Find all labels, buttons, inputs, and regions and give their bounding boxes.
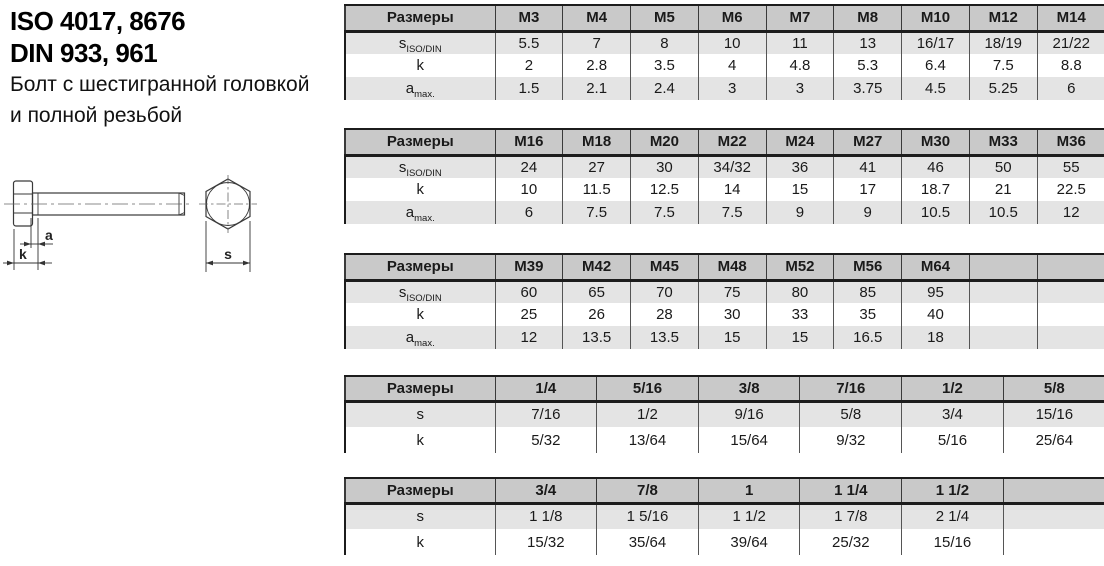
dimension-row-k xyxy=(345,303,1104,326)
row-label-cell xyxy=(345,77,495,100)
product-description-line2: и полной резьбой xyxy=(10,103,183,127)
dimension-symbol: a xyxy=(405,329,415,346)
row-label-cell xyxy=(345,54,495,77)
size-header-cell: M64 xyxy=(902,254,970,280)
dimension-row-s xyxy=(345,503,1104,529)
value-cell: 2.4 xyxy=(631,77,699,100)
dimension-symbol-subscript: max. xyxy=(414,213,435,224)
value-cell: 5.25 xyxy=(969,77,1037,100)
dimension-label-a: a xyxy=(45,227,53,243)
value-cell: 10.5 xyxy=(902,201,970,224)
value-cell xyxy=(1037,326,1104,349)
value-cell: 40 xyxy=(902,303,970,326)
dimension-label-s: s xyxy=(224,246,232,262)
dimension-symbol: s xyxy=(416,406,424,424)
value-cell xyxy=(1037,280,1104,303)
value-cell: 3 xyxy=(766,77,834,100)
value-cell: 6 xyxy=(1037,77,1104,100)
value-cell: 3.5 xyxy=(631,54,699,77)
value-cell: 1 1/8 xyxy=(495,503,597,529)
size-header-cell: M16 xyxy=(495,129,563,155)
dimension-symbol: k xyxy=(416,181,424,198)
table-header-row xyxy=(345,478,1104,503)
value-cell: 4.8 xyxy=(766,54,834,77)
value-cell: 18/19 xyxy=(969,31,1037,54)
value-cell: 95 xyxy=(902,280,970,303)
value-cell: 10 xyxy=(698,31,766,54)
table-header-row xyxy=(345,376,1104,401)
dimension-label-k: k xyxy=(19,246,27,262)
size-header-cell: M12 xyxy=(969,5,1037,31)
value-cell: 4 xyxy=(698,54,766,77)
value-cell: 1/2 xyxy=(597,401,699,427)
iso-standard-title: ISO 4017, 8676 xyxy=(10,6,186,36)
value-cell: 12 xyxy=(1037,201,1104,224)
size-header-cell: 1/4 xyxy=(495,376,597,401)
bolt-side-view xyxy=(14,181,185,226)
value-cell: 9 xyxy=(834,201,902,224)
size-header-cell: 1 1/4 xyxy=(800,478,902,503)
dimension-row-a xyxy=(345,326,1104,349)
value-cell: 15/64 xyxy=(698,427,800,453)
size-header-cell: M20 xyxy=(631,129,699,155)
dimension-symbol-subscript: max. xyxy=(414,338,435,349)
sizes-header-cell: Размеры xyxy=(345,5,495,31)
size-header-cell: M7 xyxy=(766,5,834,31)
value-cell: 1 7/8 xyxy=(800,503,902,529)
dimension-symbol: s xyxy=(398,158,407,176)
value-cell: 25/64 xyxy=(1003,427,1104,453)
value-cell: 7.5 xyxy=(969,54,1037,77)
size-header-cell xyxy=(969,254,1037,280)
value-cell xyxy=(1037,303,1104,326)
dimension-symbol: k xyxy=(416,431,424,449)
value-cell: 10 xyxy=(495,178,563,201)
size-header-cell: 3/4 xyxy=(495,478,597,503)
row-label-cell xyxy=(345,401,495,427)
dimension-row-k xyxy=(345,529,1104,555)
value-cell: 7.5 xyxy=(698,201,766,224)
dimension-row-a xyxy=(345,77,1104,100)
value-cell: 18.7 xyxy=(902,178,970,201)
dimension-row-s xyxy=(345,31,1104,54)
value-cell: 18 xyxy=(902,326,970,349)
value-cell: 2 xyxy=(495,54,563,77)
value-cell: 15 xyxy=(766,326,834,349)
size-header-cell: M27 xyxy=(834,129,902,155)
value-cell: 5.3 xyxy=(834,54,902,77)
value-cell: 4.5 xyxy=(902,77,970,100)
dimension-row-k xyxy=(345,54,1104,77)
row-label-cell xyxy=(345,303,495,326)
value-cell: 2.8 xyxy=(563,54,631,77)
size-header-cell: M3 xyxy=(495,5,563,31)
value-cell xyxy=(1003,529,1104,555)
value-cell: 15 xyxy=(698,326,766,349)
value-cell: 28 xyxy=(631,303,699,326)
size-header-cell: 5/16 xyxy=(597,376,699,401)
value-cell: 9/16 xyxy=(698,401,800,427)
size-header-cell: 7/16 xyxy=(800,376,902,401)
row-label-cell xyxy=(345,529,495,555)
dimension-symbol: s xyxy=(398,283,407,301)
value-cell: 7.5 xyxy=(631,201,699,224)
value-cell: 75 xyxy=(698,280,766,303)
size-header-cell: M5 xyxy=(631,5,699,31)
value-cell: 25 xyxy=(495,303,563,326)
value-cell: 2.1 xyxy=(563,77,631,100)
size-header-cell: M8 xyxy=(834,5,902,31)
row-label-cell xyxy=(345,326,495,349)
size-header-cell: M36 xyxy=(1037,129,1104,155)
value-cell: 3.75 xyxy=(834,77,902,100)
value-cell: 3 xyxy=(698,77,766,100)
value-cell: 1.5 xyxy=(495,77,563,100)
size-header-cell: M48 xyxy=(698,254,766,280)
dimension-symbol-subscript: ISO/DIN xyxy=(406,43,442,54)
row-label-cell xyxy=(345,280,495,303)
value-cell: 26 xyxy=(563,303,631,326)
size-header-cell: M39 xyxy=(495,254,563,280)
value-cell: 35/64 xyxy=(597,529,699,555)
value-cell: 30 xyxy=(631,155,699,178)
value-cell: 80 xyxy=(766,280,834,303)
sizes-header-cell: Размеры xyxy=(345,254,495,280)
value-cell: 15/16 xyxy=(902,529,1004,555)
dimensions-table-metric-m3-m14 xyxy=(344,4,1104,100)
row-label-cell xyxy=(345,503,495,529)
value-cell: 7/16 xyxy=(495,401,597,427)
value-cell: 1 1/2 xyxy=(698,503,800,529)
value-cell: 15/16 xyxy=(1003,401,1104,427)
value-cell: 13 xyxy=(834,31,902,54)
dimension-row-a xyxy=(345,201,1104,224)
size-header-cell: 1/2 xyxy=(902,376,1004,401)
dimension-symbol: k xyxy=(416,57,424,74)
size-header-cell: M4 xyxy=(563,5,631,31)
value-cell: 8.8 xyxy=(1037,54,1104,77)
value-cell: 6 xyxy=(495,201,563,224)
value-cell: 24 xyxy=(495,155,563,178)
row-label-cell xyxy=(345,178,495,201)
size-header-cell: 1 xyxy=(698,478,800,503)
size-header-cell: M18 xyxy=(563,129,631,155)
size-header-cell: M33 xyxy=(969,129,1037,155)
value-cell: 5.5 xyxy=(495,31,563,54)
sizes-header-cell: Размеры xyxy=(345,376,495,401)
dimensions-table-imperial-1-4-to-5-8 xyxy=(344,375,1104,453)
value-cell: 8 xyxy=(631,31,699,54)
product-description-line1: Болт с шестигранной головкой xyxy=(10,73,310,97)
value-cell: 33 xyxy=(766,303,834,326)
size-header-cell: 3/8 xyxy=(698,376,800,401)
dimension-row-s xyxy=(345,280,1104,303)
size-header-cell: 1 1/2 xyxy=(902,478,1004,503)
dimension-symbol-subscript: max. xyxy=(414,89,435,100)
size-header-cell: M52 xyxy=(766,254,834,280)
value-cell: 55 xyxy=(1037,155,1104,178)
value-cell: 70 xyxy=(631,280,699,303)
value-cell: 21 xyxy=(969,178,1037,201)
dimensions-table-metric-m16-m36 xyxy=(344,128,1104,224)
sizes-header-cell: Размеры xyxy=(345,478,495,503)
value-cell: 34/32 xyxy=(698,155,766,178)
size-header-cell: M30 xyxy=(902,129,970,155)
value-cell: 13/64 xyxy=(597,427,699,453)
dimensions-table-imperial-3-4-to-1-1-2 xyxy=(344,477,1104,555)
value-cell: 41 xyxy=(834,155,902,178)
value-cell: 25/32 xyxy=(800,529,902,555)
din-standard-title: DIN 933, 961 xyxy=(10,37,158,68)
dimension-row-k xyxy=(345,178,1104,201)
size-header-cell xyxy=(1037,254,1104,280)
size-header-cell xyxy=(1003,478,1104,503)
value-cell: 10.5 xyxy=(969,201,1037,224)
value-cell xyxy=(969,303,1037,326)
value-cell: 5/16 xyxy=(902,427,1004,453)
title-block xyxy=(10,6,309,130)
value-cell: 39/64 xyxy=(698,529,800,555)
value-cell: 1 5/16 xyxy=(597,503,699,529)
dimension-symbol: a xyxy=(405,204,415,221)
value-cell xyxy=(969,326,1037,349)
dimension-symbol: k xyxy=(416,533,424,551)
dimension-symbol: k xyxy=(416,306,424,323)
size-header-cell: M42 xyxy=(563,254,631,280)
value-cell: 30 xyxy=(698,303,766,326)
table-header-row xyxy=(345,129,1104,155)
value-cell: 7 xyxy=(563,31,631,54)
table-header-row xyxy=(345,5,1104,31)
value-cell: 5/8 xyxy=(800,401,902,427)
value-cell: 13.5 xyxy=(563,326,631,349)
value-cell: 60 xyxy=(495,280,563,303)
value-cell: 46 xyxy=(902,155,970,178)
dimensions-table-metric-m39-m64 xyxy=(344,253,1104,349)
value-cell: 27 xyxy=(563,155,631,178)
value-cell: 2 1/4 xyxy=(902,503,1004,529)
value-cell: 9/32 xyxy=(800,427,902,453)
row-label-cell xyxy=(345,427,495,453)
value-cell: 15/32 xyxy=(495,529,597,555)
value-cell: 11 xyxy=(766,31,834,54)
row-label-cell xyxy=(345,31,495,54)
dimension-row-s xyxy=(345,155,1104,178)
value-cell xyxy=(1003,503,1104,529)
value-cell: 12 xyxy=(495,326,563,349)
row-label-cell xyxy=(345,155,495,178)
value-cell: 12.5 xyxy=(631,178,699,201)
size-header-cell: M10 xyxy=(902,5,970,31)
size-header-cell: M14 xyxy=(1037,5,1104,31)
dimension-symbol-subscript: ISO/DIN xyxy=(406,292,442,303)
dimension-symbol: s xyxy=(416,508,424,526)
value-cell xyxy=(969,280,1037,303)
value-cell: 11.5 xyxy=(563,178,631,201)
value-cell: 6.4 xyxy=(902,54,970,77)
sizes-header-cell: Размеры xyxy=(345,129,495,155)
value-cell: 7.5 xyxy=(563,201,631,224)
bolt-drawing-svg xyxy=(0,160,280,290)
size-header-cell: M6 xyxy=(698,5,766,31)
value-cell: 9 xyxy=(766,201,834,224)
value-cell: 36 xyxy=(766,155,834,178)
dimension-symbol: s xyxy=(398,34,407,52)
value-cell: 17 xyxy=(834,178,902,201)
value-cell: 13.5 xyxy=(631,326,699,349)
size-header-cell: M22 xyxy=(698,129,766,155)
bolt-technical-drawing xyxy=(0,160,280,295)
size-header-cell: M24 xyxy=(766,129,834,155)
value-cell: 16/17 xyxy=(902,31,970,54)
value-cell: 50 xyxy=(969,155,1037,178)
value-cell: 15 xyxy=(766,178,834,201)
value-cell: 21/22 xyxy=(1037,31,1104,54)
value-cell: 35 xyxy=(834,303,902,326)
value-cell: 65 xyxy=(563,280,631,303)
value-cell: 3/4 xyxy=(902,401,1004,427)
dimension-row-k xyxy=(345,427,1104,453)
dimension-row-s xyxy=(345,401,1104,427)
value-cell: 85 xyxy=(834,280,902,303)
dimension-symbol-subscript: ISO/DIN xyxy=(406,167,442,178)
value-cell: 5/32 xyxy=(495,427,597,453)
size-header-cell: 5/8 xyxy=(1003,376,1104,401)
value-cell: 22.5 xyxy=(1037,178,1104,201)
hex-center-marks xyxy=(199,175,257,233)
value-cell: 16.5 xyxy=(834,326,902,349)
table-header-row xyxy=(345,254,1104,280)
size-header-cell: M56 xyxy=(834,254,902,280)
row-label-cell xyxy=(345,201,495,224)
tables-area xyxy=(344,0,1104,566)
value-cell: 14 xyxy=(698,178,766,201)
size-header-cell: 7/8 xyxy=(597,478,699,503)
dimension-symbol: a xyxy=(405,80,415,97)
size-header-cell: M45 xyxy=(631,254,699,280)
